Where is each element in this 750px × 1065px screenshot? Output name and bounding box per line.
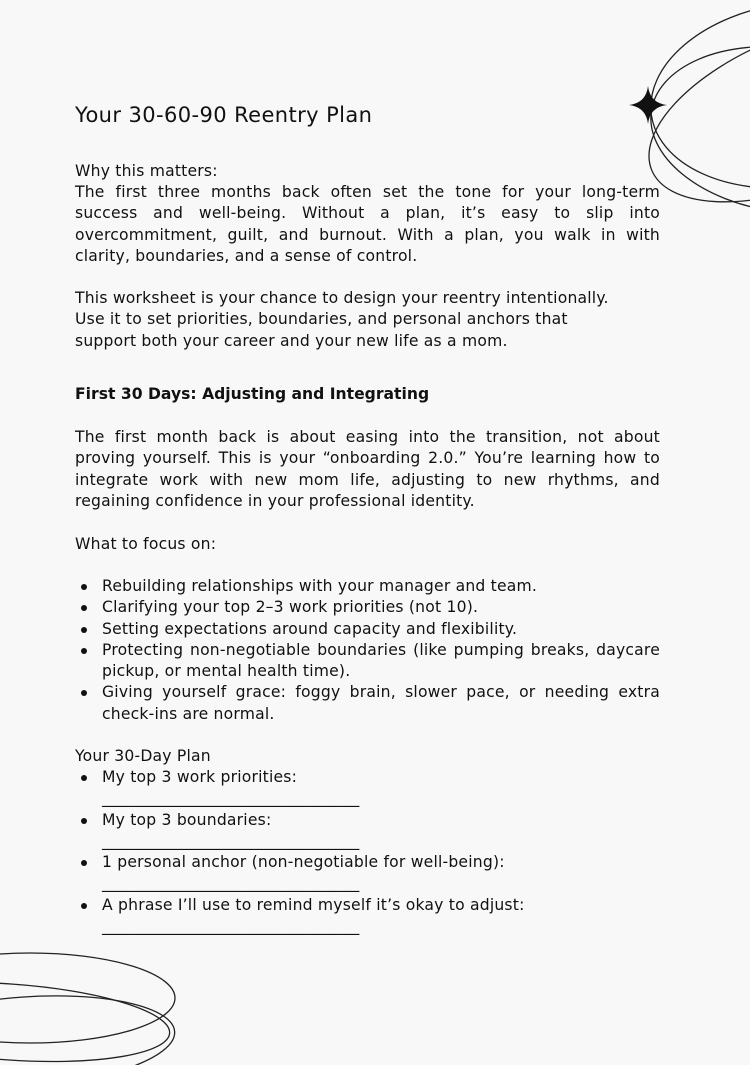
- plan-item-reminder-phrase: A phrase I’ll use to remind myself it’s okay to adjust: _________________________________: [75, 895, 660, 938]
- fill-in-blank-line[interactable]: _________________________________: [102, 831, 360, 850]
- plan-item-boundaries: My top 3 boundaries: _________________________________: [75, 810, 660, 853]
- bullet-icon: [81, 860, 87, 866]
- bullet-icon: [81, 903, 87, 909]
- list-item: Protecting non-negotiable boundaries (like pumping breaks, daycare pickup, or mental health time).: [75, 640, 660, 683]
- focus-label: What to focus on:: [75, 535, 217, 553]
- why-label: Why this matters:: [75, 162, 218, 180]
- bullet-icon: [81, 584, 87, 590]
- bullet-icon: [81, 818, 87, 824]
- intro-line-3: support both your career and your new life as a mom.: [75, 331, 508, 350]
- plan-item-work-priorities: My top 3 work priorities: _________________________________: [75, 767, 660, 810]
- fill-in-blank-line[interactable]: _________________________________: [102, 917, 360, 936]
- fill-in-blank-line[interactable]: _________________________________: [102, 789, 360, 808]
- bullet-icon: [81, 627, 87, 633]
- list-item: Setting expectations around capacity and flexibility.: [75, 619, 660, 640]
- list-item: Rebuilding relationships with your manager and team.: [75, 576, 660, 597]
- sparkle-icon: [629, 86, 667, 124]
- focus-list: [75, 576, 660, 725]
- fill-in-blank-line[interactable]: _________________________________: [102, 874, 360, 893]
- orbit-decoration-bottom-left: [0, 930, 200, 1065]
- page-title: Your 30-60-90 Reentry Plan: [75, 103, 373, 127]
- section-paragraph: The first month back is about easing into the transition, not about proving yourself. This is your “onboarding 2.0.” You’re learning how to integrate work with new mom life, adjusting to new rhythms, and regaining confidence in your professional identity.: [75, 428, 660, 510]
- why-paragraph: The first three months back often set the tone for your long-term success and well-being. Without a plan, it’s easy to slip into overcommitment, guilt, and burnout. With a plan, you walk in with clarity, boundaries, and a sense of control.: [75, 183, 660, 265]
- intro-line-1: This worksheet is your chance to design your reentry intentionally.: [75, 289, 609, 307]
- intro-line-2: Use it to set priorities, boundaries, and personal anchors that: [75, 310, 568, 329]
- intro-paragraph: [75, 288, 660, 352]
- list-item: Giving yourself grace: foggy brain, slower pace, or needing extra check-ins are normal.: [75, 682, 660, 725]
- bullet-icon: [81, 690, 87, 696]
- plan-item-personal-anchor: 1 personal anchor (non-negotiable for well-being): _________________________________: [75, 852, 660, 895]
- list-item: Clarifying your top 2–3 work priorities (not 10).: [75, 597, 660, 618]
- bullet-icon: [81, 775, 87, 781]
- plan-label: Your 30-Day Plan: [75, 747, 211, 765]
- bullet-icon: [81, 648, 87, 654]
- bullet-icon: [81, 605, 87, 611]
- plan-list: [75, 767, 660, 937]
- section-heading-first-30-days: First 30 Days: Adjusting and Integrating: [75, 385, 430, 403]
